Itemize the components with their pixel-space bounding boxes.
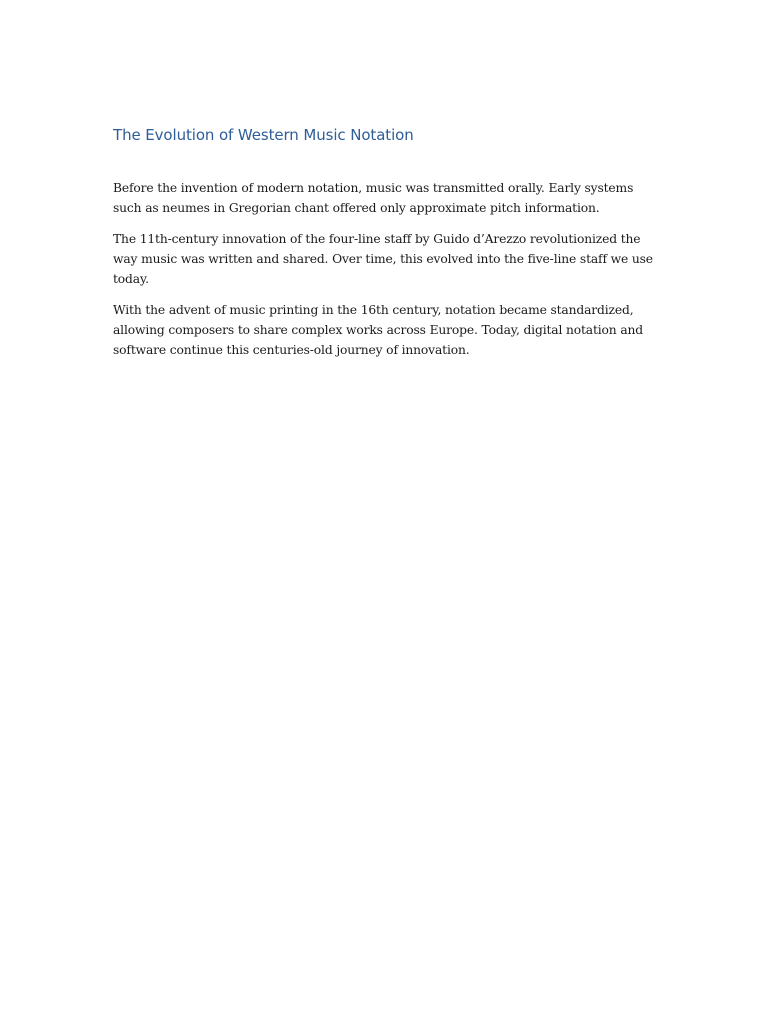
document-title: The Evolution of Western Music Notation (113, 126, 414, 144)
document-body (113, 124, 658, 360)
paragraph-2: The 11th-century innovation of the four-line staff by Guido d’Arezzo revolutionized the way music was written and shared. Over time, this evolved into the five-line staff we use today. (113, 232, 653, 286)
paragraph-1: Before the invention of modern notation, music was transmitted orally. Early systems such as neumes in Gregorian chant offered only approximate pitch information. (113, 181, 634, 215)
paragraph-3: With the advent of music printing in the 16th century, notation became standardized, allowing composers to share complex works across Europe. Today, digital notation and software continue this centuries-old journey of innovation. (113, 303, 644, 357)
